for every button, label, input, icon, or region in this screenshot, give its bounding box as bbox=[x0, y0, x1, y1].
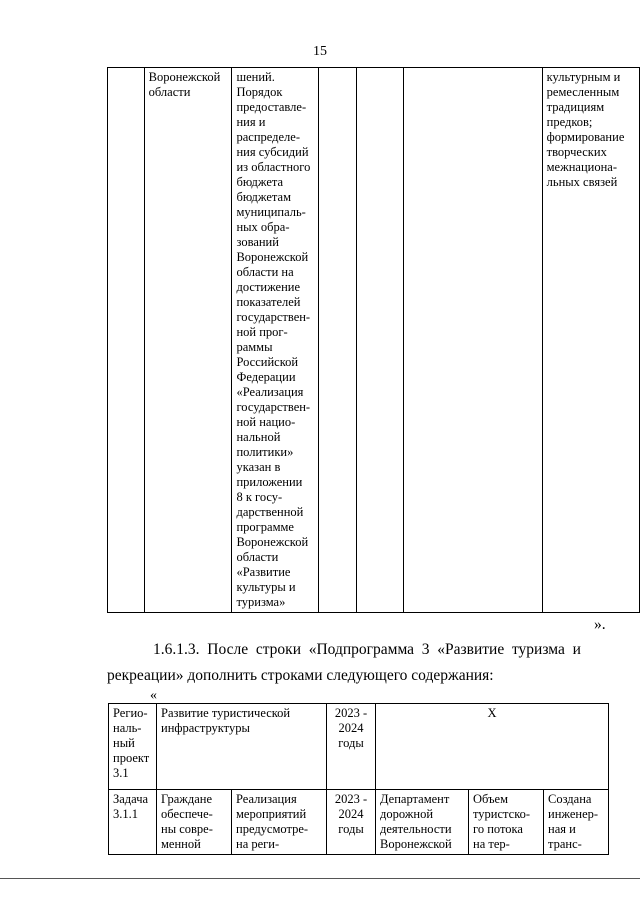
table2-r1-c3: 2023 - 2024 годы bbox=[327, 704, 376, 790]
table1-col3: шений. Порядок предоставле- ния и распределе- ния субсидий из областного бюджета бюджетам муниципаль- ных обра- зований Воронежской области на достижение показателей государствен- ной прог- раммы Российской Федерации «Реализация государствен- ной нацио- нальной политики» указан в приложении 8 к госу- дарственной программе Воронежской области «Развитие культуры и туризма» bbox=[232, 68, 318, 613]
paragraph-line-2: рекреации» дополнить строками следующего содержания: bbox=[107, 667, 494, 684]
table1-col2: Воронежской области bbox=[144, 68, 232, 613]
table2-r2-c4: 2023 - 2024 годы bbox=[327, 790, 376, 855]
table1-col1 bbox=[108, 68, 145, 613]
scan-edge-line bbox=[0, 878, 640, 879]
table2-r2-c7: Создана инженер- ная и транс- bbox=[544, 790, 609, 855]
paragraph-line-1: 1.6.1.3. После строки «Подпрограмма 3 «Развитие туризма и bbox=[153, 641, 581, 658]
table2-r2-c3: Реализация мероприятий предусмотре- на реги- bbox=[232, 790, 327, 855]
table1-col7: культурным и ремесленным традициям предков; формирование творческих межнациона- льных связей bbox=[542, 68, 639, 613]
table1-col4 bbox=[318, 68, 356, 613]
page-number: 15 bbox=[313, 44, 327, 59]
table2-r1-c2: Развитие туристической инфраструктуры bbox=[157, 704, 327, 790]
closing-quote: ». bbox=[594, 616, 606, 633]
table2-r1-c1: Регио- наль- ный проект 3.1 bbox=[109, 704, 157, 790]
table2-r1-c4: X bbox=[376, 704, 609, 790]
table2-r2-c5: Департамент дорожной деятельности Воронежской bbox=[376, 790, 469, 855]
table2-r2-c6: Объем туристско- го потока на тер- bbox=[469, 790, 544, 855]
continued-table bbox=[107, 67, 640, 613]
new-rows-table bbox=[108, 703, 609, 855]
table1-col6 bbox=[404, 68, 542, 613]
opening-quote: « bbox=[150, 688, 157, 703]
table1-col5 bbox=[357, 68, 404, 613]
table2-r2-c1: Задача 3.1.1 bbox=[109, 790, 157, 855]
table2-r2-c2: Граждане обеспече- ны совре- менной bbox=[157, 790, 232, 855]
